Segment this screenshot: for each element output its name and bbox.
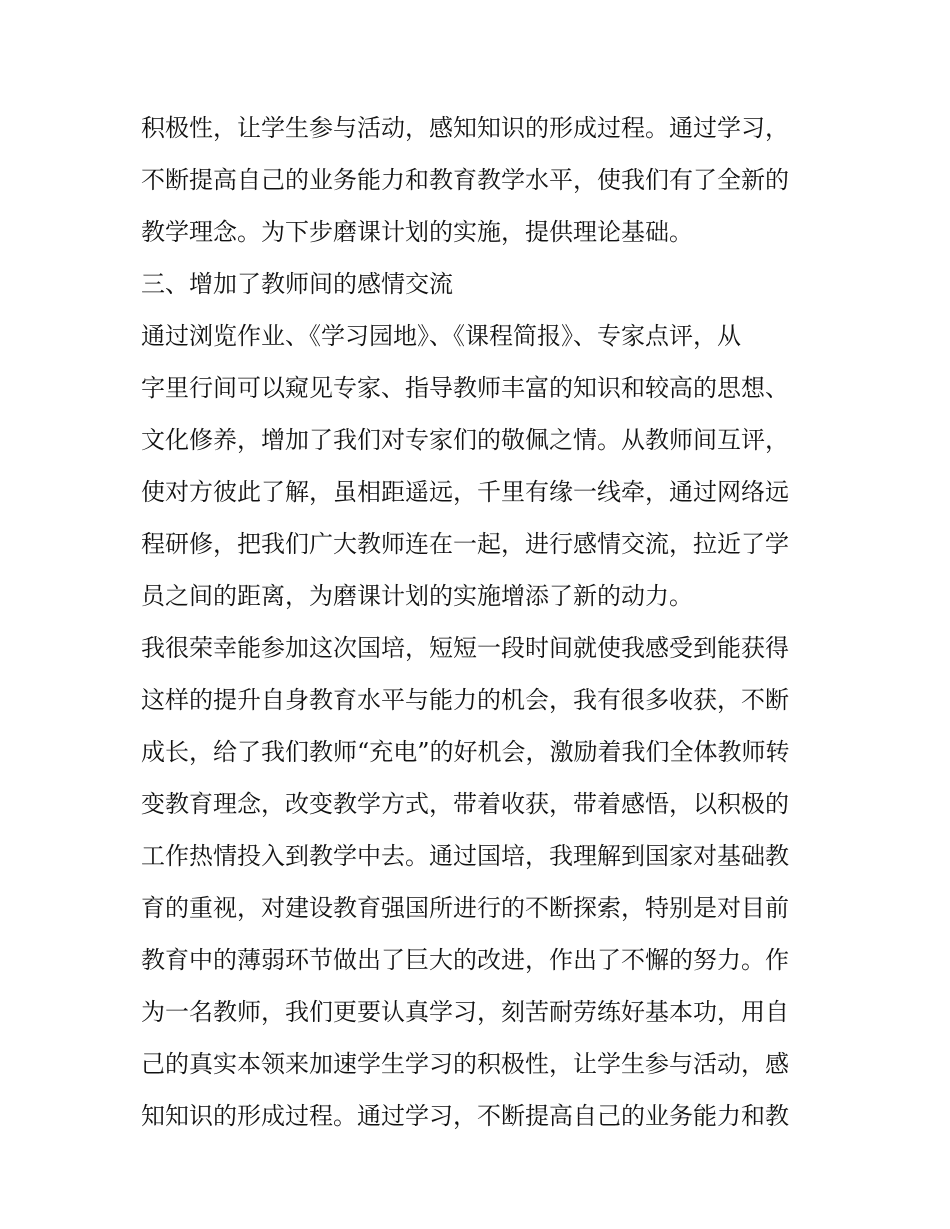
text-line: 成长，给了我们教师“充电”的好机会，激励着我们全体教师转 [141, 738, 790, 766]
text-line: 字里行间可以窥见专家、指导教师丰富的知识和较高的思想、 [141, 374, 789, 402]
text-line: 己的真实本领来加速学生学习的积极性，让学生参与活动，感 [141, 1050, 789, 1078]
text-line: 知知识的形成过程。通过学习，不断提高自己的业务能力和教 [141, 1102, 789, 1130]
text-line: 我很荣幸能参加这次国培，短短一段时间就使我感受到能获得 [141, 634, 789, 662]
text-line: 教育中的薄弱环节做出了巨大的改进，作出了不懈的努力。作 [141, 946, 789, 974]
text-line: 变教育理念，改变教学方式，带着收获，带着感悟，以积极的 [141, 790, 789, 818]
text-line: 不断提高自己的业务能力和教育教学水平，使我们有了全新的 [141, 166, 789, 194]
text-line: 使对方彼此了解，虽相距遥远，千里有缘一线牵，通过网络远 [141, 478, 789, 506]
text-line: 文化修养，增加了我们对专家们的敬佩之情。从教师间互评， [141, 426, 789, 454]
text-line: 工作热情投入到教学中去。通过国培，我理解到国家对基础教 [141, 842, 789, 870]
text-line: 员之间的距离，为磨课计划的实施增添了新的动力。 [141, 582, 693, 610]
section-heading: 三、增加了教师间的感情交流 [141, 270, 453, 298]
text-line: 为一名教师，我们更要认真学习，刻苦耐劳练好基本功，用自 [141, 998, 789, 1026]
text-line: 育的重视，对建设教育强国所进行的不断探索，特别是对目前 [141, 894, 789, 922]
text-line: 教学理念。为下步磨课计划的实施，提供理论基础。 [141, 218, 693, 246]
text-line: 程研修，把我们广大教师连在一起，进行感情交流，拉近了学 [141, 530, 789, 558]
text-line: 通过浏览作业、《学习园地》、《课程简报》、专家点评，从 [141, 322, 741, 350]
text-line: 积极性，让学生参与活动，感知知识的形成过程。通过学习， [141, 114, 789, 142]
text-line: 这样的提升自身教育水平与能力的机会，我有很多收获，不断 [141, 686, 789, 714]
